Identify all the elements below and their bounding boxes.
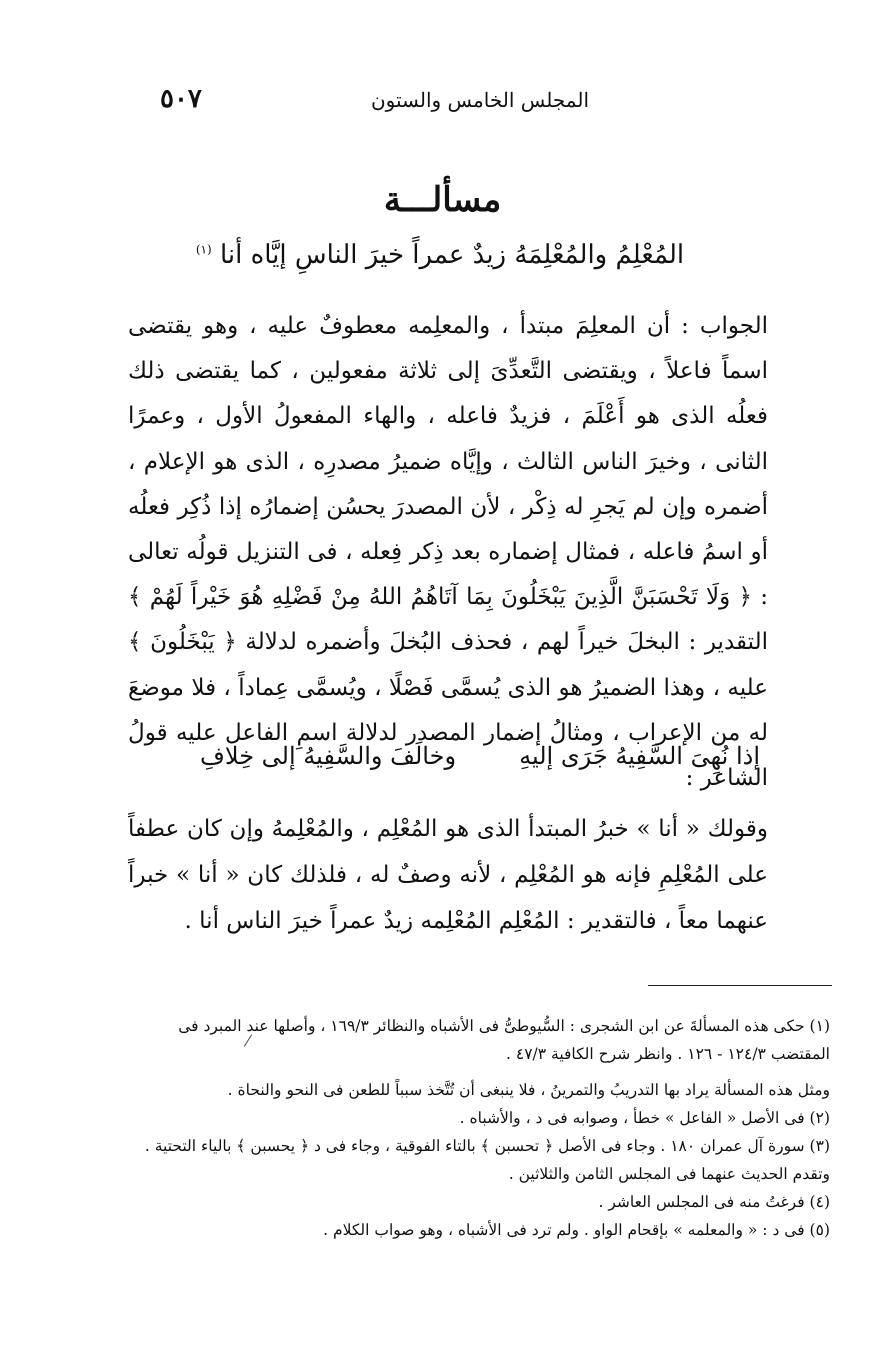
footnote-text: فى د : « والمعلمه » بإقحام الواو . ولم ترد فى الأشباه ، وهو صواب الكلام . [323,1221,805,1239]
poetry-verse [200,742,760,770]
verse-first-hemistich: إذا نُهِىَ السَّفِيهُ جَرَى إليهِ [519,742,760,770]
footnote-number: (٢) [809,1109,830,1127]
question-footnote-ref: (١) [195,242,212,257]
footnote-text: سورة آل عمران ١٨٠ . وجاء فى الأصل ﴿ تحسبن ﴾ بالتاء الفوقية ، وجاء فى د ﴿ يحسبن ﴾ بالياء التحتية . وتقدم الحديث عنهما فى المجلس الثامن والثلاثين . [144,1137,830,1183]
page-number: ٥٠٧ [160,84,202,114]
footnote-number: (٤) [809,1193,830,1211]
footnote-separator [648,985,832,986]
running-title: المجلس الخامس والستون [370,88,590,112]
footnote-text: فرغتُ منه فى المجلس العاشر . [598,1193,805,1211]
footnote-1-continued [140,1076,830,1104]
footnote-number: (١) [809,1017,830,1035]
footnote-number: (٥) [809,1221,830,1239]
footnotes [140,1012,830,1244]
explanation-text: وقولك « أنا » خبرُ المبتدأ الذى هو المُعْلِم ، والمُعْلِمهُ وإن كان عطفاً على المُعْلِمِ فإنه هو المُعْلِم ، لأنه وصفٌ له ، فلذلك كان « أنا » خبراً عنهما معاً ، فالتقدير : المُعْلِم المُعْلِمه زيدٌ عمراً خيرَ الناس أنا . [128,816,768,934]
footnote-5 [140,1216,830,1244]
section-title: مسألـــة [383,180,502,220]
footnote-text: ومثل هذه المسألة يراد بها التدريبُ والتمرينُ ، فلا ينبغى أن تُتَّخذ سبباً للطعن فى النحو والنحاة . [227,1081,830,1099]
question-line [160,240,720,270]
footnote-4 [140,1188,830,1216]
footnote-1 [140,1012,830,1068]
footnote-text: فى الأصل « الفاعل » خطأ ، وصوابه فى د ، والأشباه . [459,1109,805,1127]
explanation-paragraph [128,806,768,944]
answer-text: الجواب : أن المعلِمَ مبتدأ ، والمعلِمه معطوفٌ عليه ، وهو يقتضى اسماً فاعلاً ، ويقتضى التَّعدِّىَ إلى ثلاثة مفعولين ، كما يقتضى ذلك فعلُه الذى هو أَعْلَمَ ، فزيدٌ فاعله ، والهاء المفعولُ الأول ، وعمرًا الثانى ، وخيرَ الناس الثالث ، وإيَّاه ضميرُ مصدرِه ، الذى هو الإعلام ، أضمره وإن لم يَجرِ له ذِكْر ، لأن المصدرَ يحسُن إضمارُه إذا ذُكِر فعلُه أو اسمُ فاعله ، فمثال إضماره بعد ذِكر فِعله ، فى التنزيل قولُه تعالى : ﴿ وَلَا تَحْسَبَنَّ الَّذِينَ يَبْخَلُونَ بِمَا آتَاهُمُ اللهُ مِنْ فَضْلِهِ هُوَ خَيْراً لَهُمْ ﴾ التقدير : البخلَ خيراً لهم ، فحذف البُخلَ وأضمره لدلالة ﴿ يَبْخَلُونَ ﴾ عليه ، وهذا الضميرُ هو الذى يُسمَّى فَصْلًا ، ويُسمَّى عِماداً ، فلا موضعَ له من الإعراب ، ومثالُ إضمار المصدر لدلالة اسمِ الفاعل عليه قولُ الشاعر : [128,313,769,792]
footnote-number: (٣) [809,1137,830,1155]
footnote-3 [140,1132,830,1188]
footnote-text: حكى هذه المسألةَ عن ابن الشجرى : السُّيوطىُّ فى الأشباه والنظائر ١٦٩/٣ ، وأصلها عند المبرد فى المقتضب ١٢٤/٣ - ١٢٦ . وانظر شرح الكافية ٤٧/٣ . [178,1017,830,1063]
footnote-2 [140,1104,830,1132]
verse-second-hemistich: وخالَفَ والسَّفِيهُ إلى خِلافِ [200,742,457,770]
answer-paragraph [128,304,768,801]
question-text: المُعْلِمُ والمُعْلِمَهُ زيدٌ عمراً خيرَ الناسِ إيَّاه أنا [219,240,685,270]
